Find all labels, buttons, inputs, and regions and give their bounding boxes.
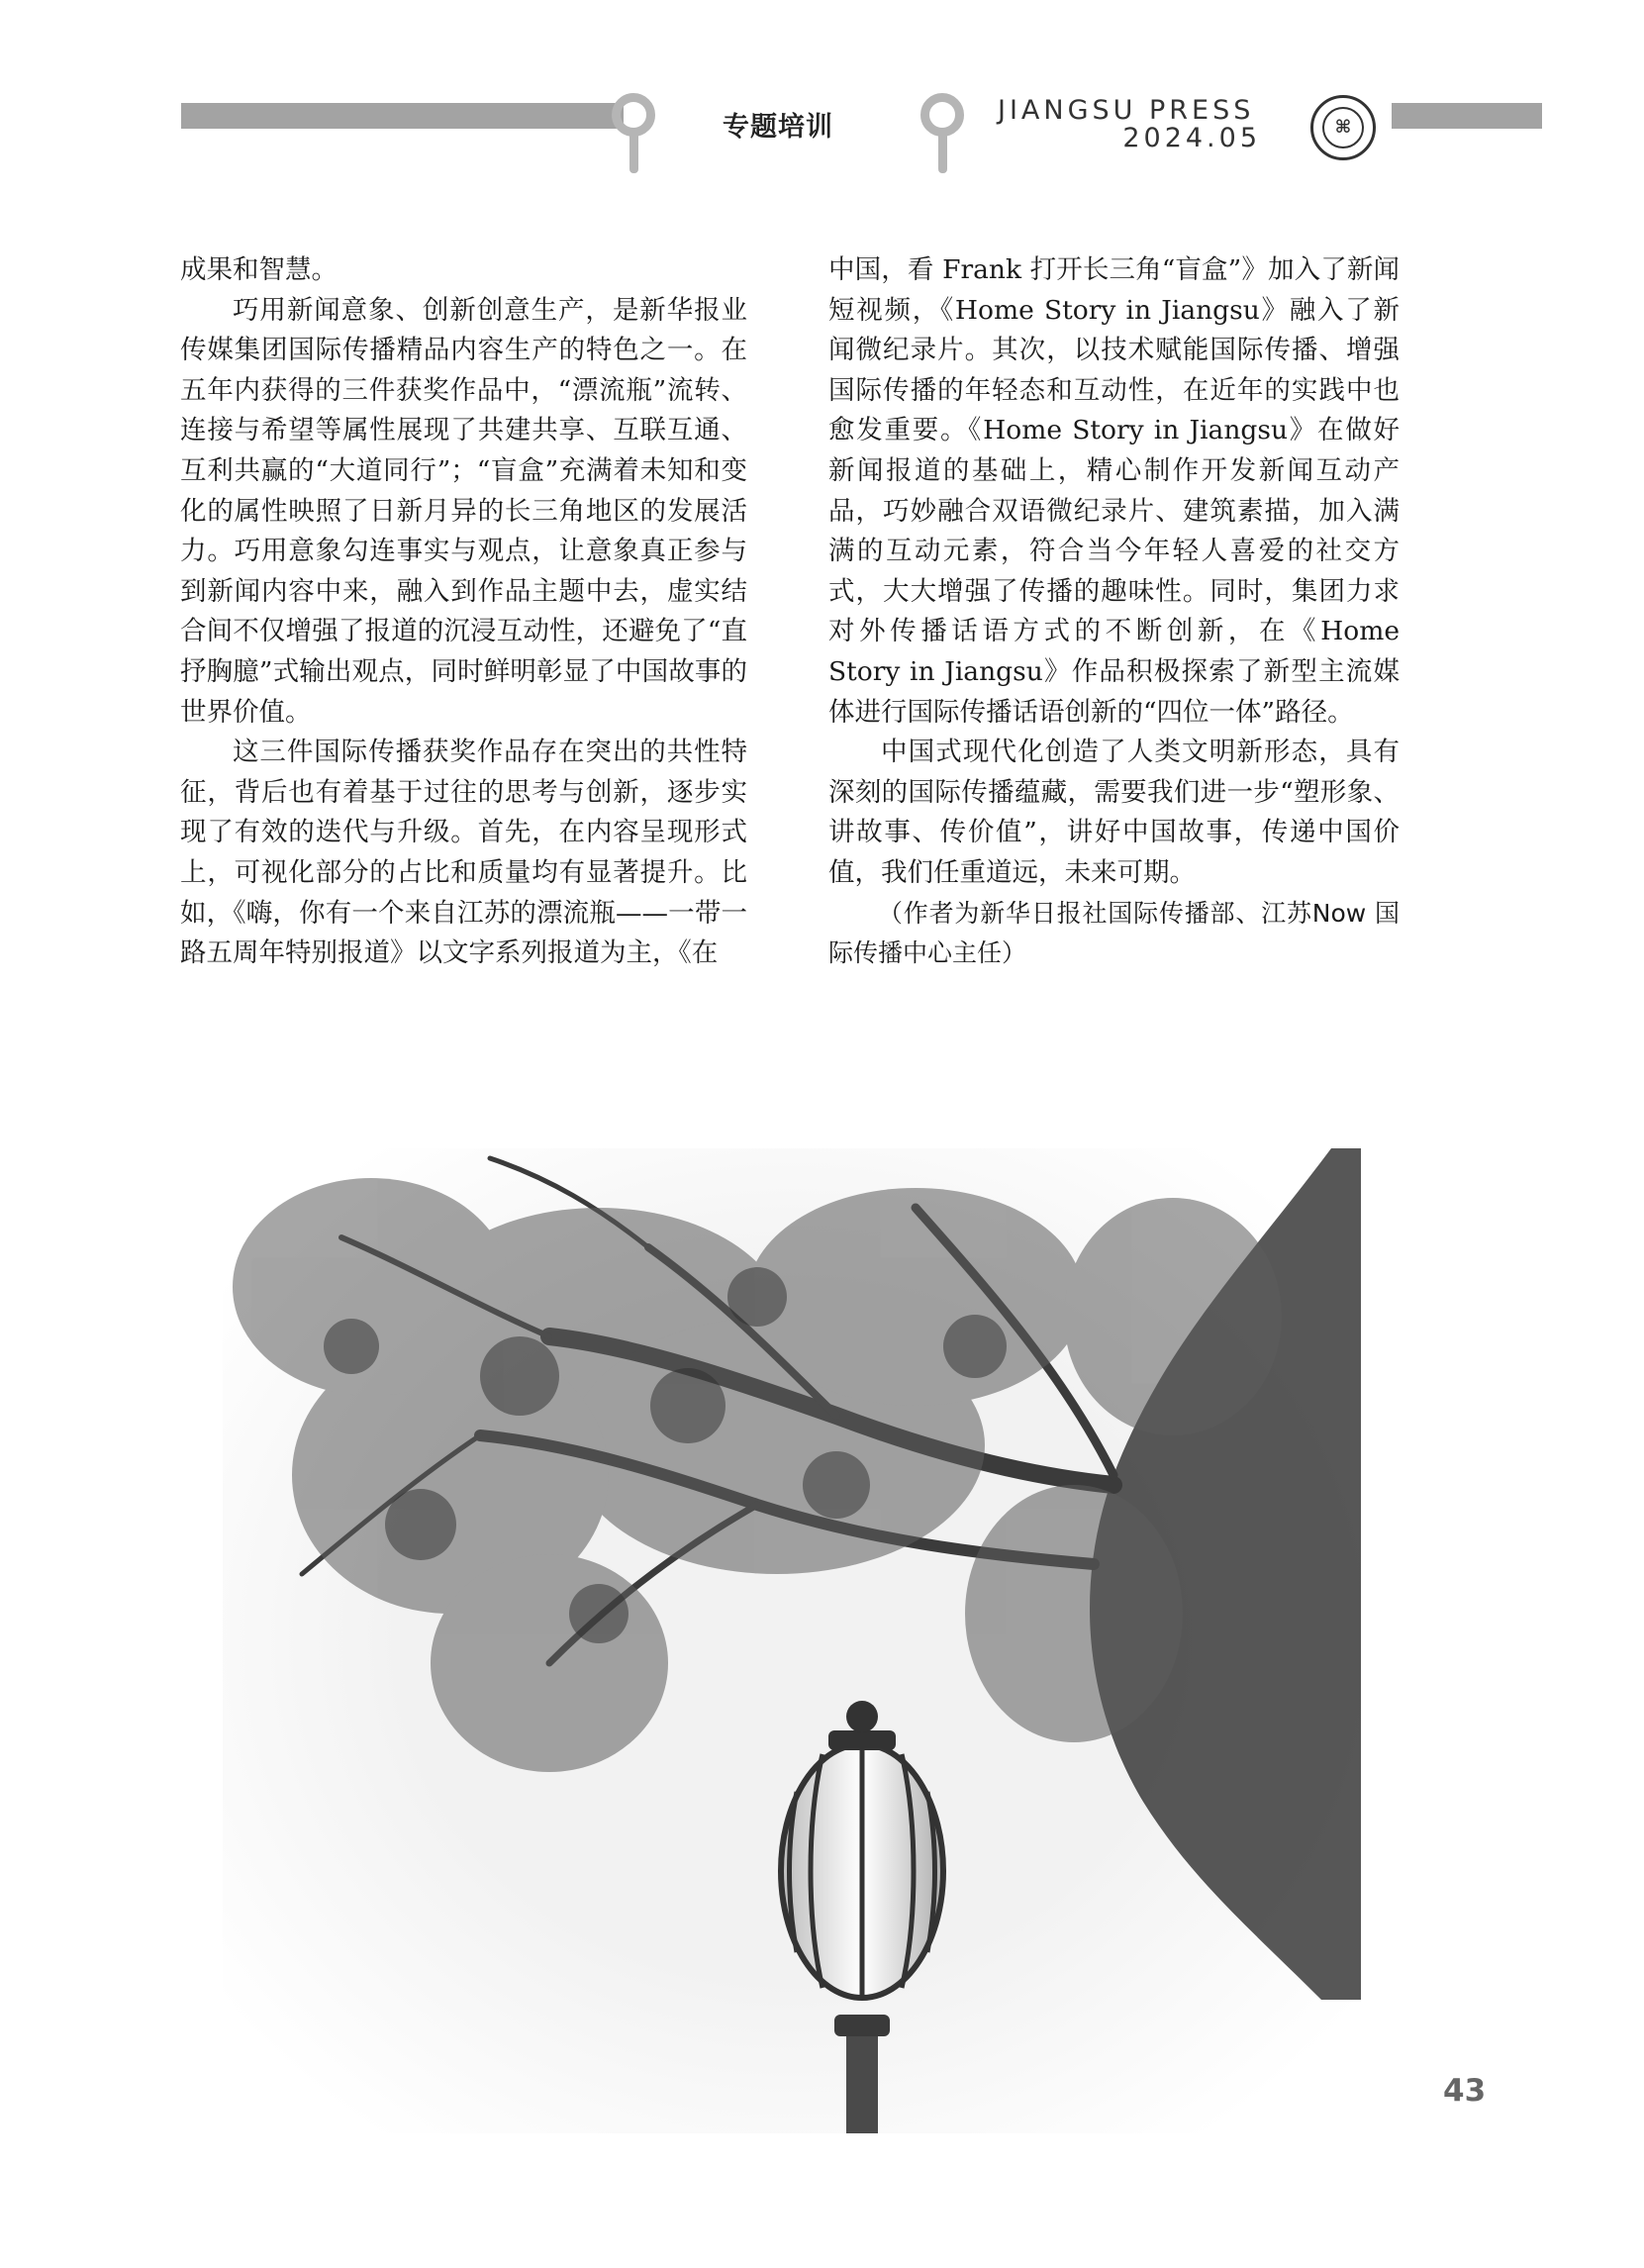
article-column-right [828,250,1400,974]
header-bar-left [181,103,624,129]
author-byline: （作者为新华日报社国际传播部、江苏Now 国际传播中心主任） [828,898,1400,968]
paragraph: 巧用新闻意象、创新创意生产，是新华报业传媒集团国际传播精品内容生产的特色之一。在五年内获得的三件获奖作品中，“漂流瓶”流转、连接与希望等属性展现了共建共享、互联互通、互利共赢的“大道同行”；“盲盒”充满着未知和变化的属性映照了日新月异的长三角地区的发展活力。巧用意象勾连事实与观点，让意象真正参与到新闻内容中来，融入到作品主题中去，虚实结合间不仅增强了报道的沉浸互动性，还避免了“直抒胸臆”式输出观点，同时鲜明彰显了中国故事的世界价值。 [180,294,747,728]
paragraph: 中国式现代化创造了人类文明新形态，具有深刻的国际传播蕴藏，需要我们进一步“塑形象、讲故事、传价值”，讲好中国故事，传递中国价值，我们任重道远，未来可期。 [828,737,1400,888]
map-pin-icon [612,93,655,137]
paragraph: 成果和智慧。 [180,254,338,285]
header-bar-right [1392,103,1542,129]
paragraph: 这三件国际传播获奖作品存在突出的共性特征，背后也有着基于过往的思考与创新，逐步实现了有效的迭代与升级。首先，在内容呈现形式上，可视化部分的占比和质量均有显著提升。比如，《嗨，你有一个来自江苏的漂流瓶——一带一路五周年特别报道》以文字系列报道为主，《在 [180,737,747,969]
jiangsu-seal-icon: ⌘ [1310,95,1376,160]
article-column-left [180,250,747,974]
page-number: 43 [1443,2073,1487,2109]
issue-number: 2024.05 [1122,123,1261,153]
publication-name: JIANGSU PRESS [998,95,1255,126]
tree-lantern-photo [223,1148,1361,2133]
map-pin-icon [920,93,964,137]
publication-masthead [998,97,1265,152]
paragraph: 中国，看 Frank 打开长三角“盲盒”》加入了新闻短视频，《Home Story in Jiangsu》融入了新闻微纪录片。其次，以技术赋能国际传播、增强国际传播的年轻态和互动性，在近年的实践中也愈发重要。《Home Story in Jiangsu》在做好新闻报道的基础上，精心制作开发新闻互动产品，巧妙融合双语微纪录片、建筑素描，加入满满的互动元素，符合当今年轻人喜爱的社交方式，大大增强了传播的趣味性。同时，集团力求对外传播话语方式的不断创新，在《Home Story in Jiangsu》作品积极探索了新型主流媒体进行国际传播话语创新的“四位一体”路径。 [828,254,1400,728]
section-title: 专题培训 [723,112,833,143]
